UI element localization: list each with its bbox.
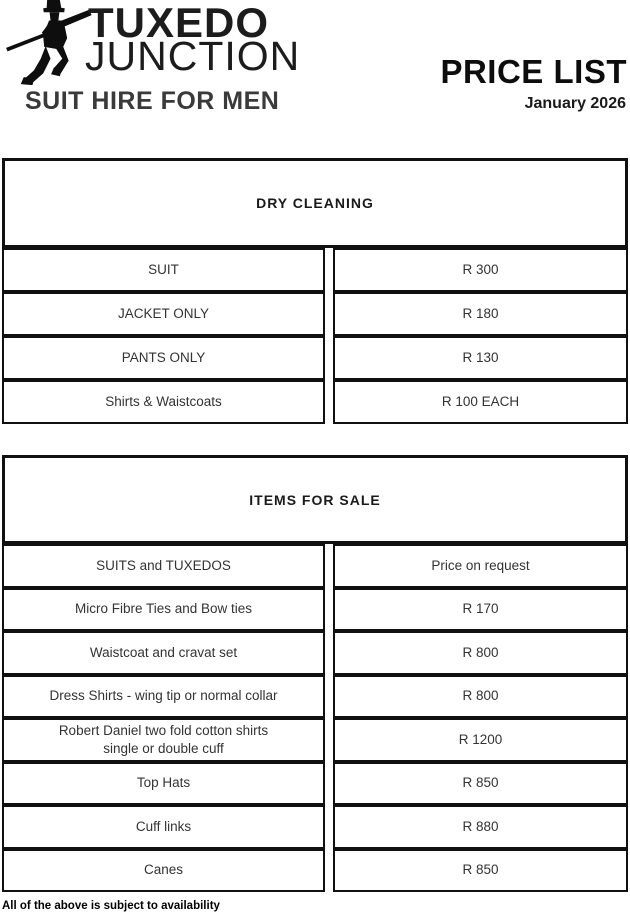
item-cell — [2, 849, 325, 893]
price-cell — [333, 805, 628, 849]
item-cell — [2, 380, 325, 424]
item-cell — [2, 292, 325, 336]
item-label: Robert Daniel two fold cotton shirts — [58, 723, 269, 739]
price-label: R 880 — [462, 818, 499, 834]
price-label: R 800 — [462, 644, 499, 660]
table-row — [2, 805, 628, 849]
price-cell — [333, 675, 628, 719]
item-cell — [2, 588, 325, 632]
item-label-line2: single or double cuff — [103, 740, 224, 756]
section-header-items-for-sale: ITEMS FOR SALE — [2, 455, 628, 544]
price-label: R 170 — [462, 601, 499, 617]
price-label: R 800 — [462, 688, 499, 704]
brand-name-line2: JUNCTION — [85, 33, 301, 79]
page-date: January 2026 — [524, 95, 626, 112]
brand-name-line1: TUXEDO — [88, 0, 270, 46]
item-cell — [2, 762, 325, 806]
item-label: SUIT — [148, 262, 179, 278]
item-label: SUITS and TUXEDOS — [96, 557, 231, 573]
section-header-dry-cleaning: DRY CLEANING — [2, 158, 628, 248]
price-label: R 130 — [462, 350, 499, 366]
item-label: Waistcoat and cravat set — [89, 644, 238, 660]
table-row — [2, 292, 628, 336]
item-cell — [2, 805, 325, 849]
item-label: Shirts & Waistcoats — [105, 394, 222, 410]
item-label: Dress Shirts - wing tip or normal collar — [49, 688, 278, 704]
table-row — [2, 588, 628, 632]
item-label: PANTS ONLY — [121, 350, 206, 366]
item-cell — [2, 336, 325, 380]
price-cell — [333, 292, 628, 336]
table-row — [2, 380, 628, 424]
page-title: PRICE LIST — [440, 53, 627, 90]
item-cell — [2, 718, 325, 762]
table-row — [2, 248, 628, 292]
table-row — [2, 762, 628, 806]
dry-cleaning-table — [2, 158, 628, 424]
price-label: R 1200 — [458, 731, 503, 747]
table-row — [2, 718, 628, 762]
price-cell — [333, 544, 628, 588]
table-row — [2, 849, 628, 893]
price-label: R 300 — [462, 262, 499, 278]
price-cell — [333, 588, 628, 632]
item-cell — [2, 631, 325, 675]
item-cell — [2, 675, 325, 719]
price-cell — [333, 631, 628, 675]
price-cell — [333, 762, 628, 806]
table-row — [2, 675, 628, 719]
item-label: Top Hats — [136, 775, 191, 791]
item-label: Micro Fibre Ties and Bow ties — [74, 601, 253, 617]
brand-tagline: SUIT HIRE FOR MEN — [25, 87, 280, 115]
price-label: R 850 — [462, 775, 499, 791]
item-label: JACKET ONLY — [117, 306, 210, 322]
availability-note: All of the above is subject to availability — [2, 900, 220, 912]
price-label: R 100 EACH — [441, 394, 520, 410]
price-label: R 180 — [462, 306, 499, 322]
item-label: Cuff links — [135, 818, 192, 834]
price-cell — [333, 336, 628, 380]
item-cell — [2, 544, 325, 588]
table-row — [2, 544, 628, 588]
table-row — [2, 631, 628, 675]
price-cell — [333, 849, 628, 893]
table-row — [2, 336, 628, 380]
price-cell — [333, 380, 628, 424]
price-cell — [333, 718, 628, 762]
item-cell — [2, 248, 325, 292]
price-cell — [333, 248, 628, 292]
price-label: R 850 — [462, 862, 499, 878]
items-for-sale-table — [2, 455, 628, 892]
item-label: Canes — [143, 862, 184, 878]
price-label: Price on request — [431, 557, 530, 573]
